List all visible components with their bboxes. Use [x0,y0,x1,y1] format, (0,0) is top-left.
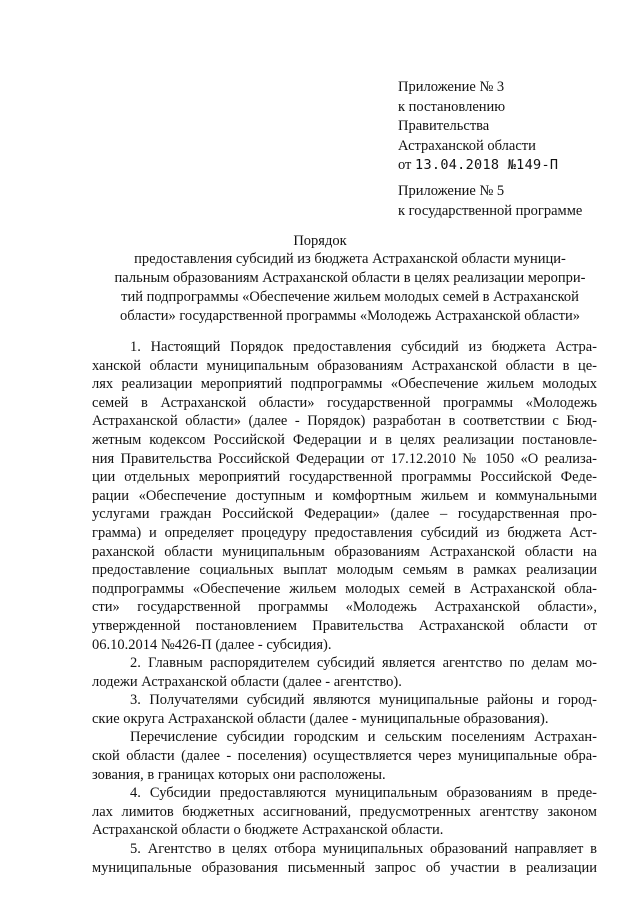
document-body [92,338,597,877]
paragraph-line: ханской области муниципальным образованиям Астраханской области в це- [92,357,597,374]
paragraph-line: семей в Астраханской области» государственной программы «Молодежь [92,394,597,411]
paragraph-line: лодежи Астраханской области (далее - агентство). [92,673,402,690]
appendix-5-line: к государственной программе [398,202,583,219]
subtitle-line: тий подпрограммы «Обеспечение жильем молодых семей в Астраханской [121,289,579,305]
body-paragraph [92,654,597,691]
resolution-date-number: 13.04.2018 №149-П [415,157,559,173]
paragraph-line: грамма) и определяет процедуру предоставления субсидий из бюджета Аст- [92,524,597,541]
paragraph-line: ции отдельных мероприятий государственной программы Российской Феде- [92,469,597,486]
paragraph-line: 1. Настоящий Порядок предоставления субсидий из бюджета Астра- [130,339,597,355]
paragraph-line: зования, в границах которых они расположены. [92,766,386,783]
paragraph-line: Астраханской области» (далее - Порядок) разработан в соответствии с Бюд- [92,413,597,430]
appendix-3-header [398,78,558,176]
paragraph-line: предоставление социальных выплат молодым семьям в рамках реализации [92,562,597,579]
subtitle-line: предоставления субсидий из бюджета Астраханской области муници- [134,251,566,267]
body-paragraph [92,728,597,784]
paragraph-line: муниципальные образования письменный запрос об участии в реализации [92,859,597,876]
appendix-3-line: Приложение № 3 [398,79,505,95]
appendix-3-line: Астраханской области [398,137,536,154]
document-title: Порядок [293,233,347,249]
body-paragraph [92,338,597,654]
appendix-3-line: к постановлению [398,98,506,115]
paragraph-line: 5. Агентство в целях отбора муниципальных образований направляет в [130,841,597,858]
paragraph-line: 3. Получателями субсидий являются муниципальные районы и город- [130,692,597,709]
body-paragraph [92,840,597,877]
paragraph-line: ские округа Астраханской области (далее - муниципальные образования). [92,710,549,727]
document-subtitle [100,250,600,326]
appendix-3-line: Правительства [398,118,490,134]
paragraph-line: лах лимитов бюджетных ассигнований, предусмотренных агентству законом [92,803,597,820]
paragraph-line: 4. Субсидии предоставляются муниципальным образованиям в преде- [130,785,597,802]
appendix-5-line: Приложение № 5 [398,183,505,199]
subtitle-line: пальным образованиям Астраханской области в целях реализации меропри- [114,270,586,286]
paragraph-line: подпрограммы «Обеспечение жильем молодых семей в Астраханской обла- [92,580,597,597]
paragraph-line: сти» государственной программы «Молодежь Астраханской области», [92,599,597,616]
paragraph-line: ской области (далее - поселения) осуществляется через муниципальные обра- [92,748,597,765]
body-paragraph [92,691,597,728]
paragraph-line: ния Правительства Российской Федерации от 17.12.2010 № 1050 «О реализа- [92,450,597,467]
paragraph-line: жетным кодексом Российской Федерации и в целях реализации постановле- [92,431,597,448]
date-prefix: от [398,157,412,173]
resolution-date-line [398,156,558,176]
subtitle-line: области» государственной программы «Молодежь Астраханской области» [120,308,580,324]
appendix-5-header [398,182,582,221]
paragraph-line: Перечисление субсидии городским и сельским поселениям Астрахан- [130,729,597,746]
paragraph-line: Астраханской области о бюджете Астраханской области. [92,822,444,839]
paragraph-line: утвержденной постановлением Правительства Астраханской области от [92,617,597,634]
paragraph-line: услугами граждан Российской Федерации» (далее – государственная про- [92,506,597,523]
paragraph-line: 06.10.2014 №426-П (далее - субсидия). [92,636,332,653]
paragraph-line: 2. Главным распорядителем субсидий является агентство по делам мо- [130,655,597,672]
body-paragraph [92,784,597,840]
paragraph-line: рации «Обеспечение доступным и комфортным жильем и коммунальными [92,487,597,504]
paragraph-line: лях реализации мероприятий подпрограммы «Обеспечение жильем молодых [92,376,597,393]
paragraph-line: раханской области муниципальным образованиям Астраханской области на [92,543,597,560]
